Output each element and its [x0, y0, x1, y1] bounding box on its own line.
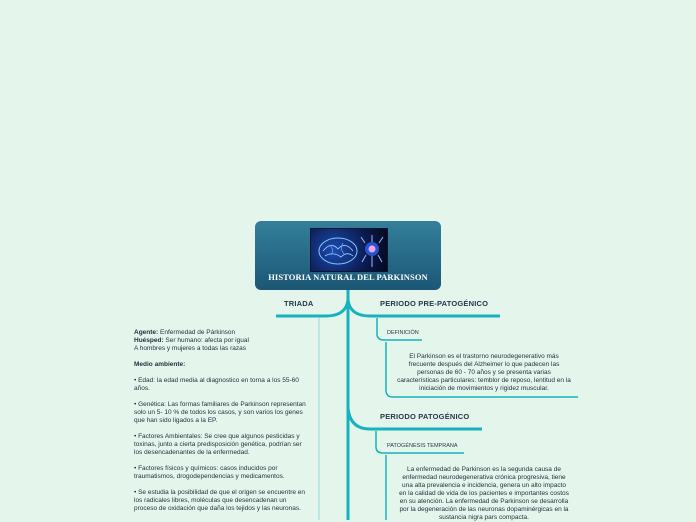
triada-item: • Se estudia la posibilidad de que el origen se encuentre en los radicales libres, moléculas que desencadenan un proceso de oxidación que daña los tejidos y las neuronas.: [134, 489, 306, 512]
triada-title[interactable]: TRIADA: [284, 299, 314, 308]
triada-item: • Factores Ambientales: Se cree que algunos pesticidas y toxinas, junto a cierta predisposición genética, podrían ser los desencadenantes de la enfermedad.: [134, 433, 302, 456]
definicion-label[interactable]: DEFINICIÓN: [387, 330, 419, 336]
triada-agent-host: [134, 329, 310, 353]
brain-icon: [311, 229, 387, 271]
agent-label: Agente:: [134, 329, 159, 336]
host-label: Huésped:: [134, 337, 164, 344]
host-value-2: A hombres y mujeres a todas las razas: [134, 345, 246, 352]
environment-heading: [134, 361, 310, 369]
agent-value: Enfermedad de Párkinson: [158, 329, 236, 336]
pre-patogenico-title[interactable]: PERIODO PRE-PATOGÉNICO: [380, 299, 489, 308]
triada-text-block[interactable]: [134, 329, 310, 513]
root-node[interactable]: [255, 221, 441, 290]
patogenesis-connector: [376, 431, 464, 453]
triada-item: • Factores físicos y químicos: casos inducidos por traumatismos, drogodependencias y medicamentos.: [134, 465, 285, 480]
brain-neuron-image: [310, 228, 388, 272]
triada-item: • Genética: Las formas familiares de Parkinson representan solo un 5- 10 % de todos los casos, y son varios los genes que han sido ligados a la EP.: [134, 401, 306, 424]
root-title: HISTORIA NATURAL DEL PARKINSON: [268, 272, 428, 282]
definicion-text[interactable]: El Parkinson es el trastorno neurodegenerativo más frecuente después del Alzheimer lo que padecen las personas de 60 - 70 años y se presenta varias características particulares: temblor de reposo, lentitud en la iniciación de movimientos y rigidez muscular.: [397, 353, 571, 392]
definicion-connector: [377, 318, 422, 340]
patogenico-title[interactable]: PERIODO PATOGÉNICO: [380, 412, 470, 421]
patogenesis-text[interactable]: La enfermedad de Parkinson es la segunda causa de enfermedad neurodegenerativa crónica progresiva, tiene una alta prevalencia e incidencia, genera un alto impacto en la calidad de vida de los pacientes e importantes costos en su atención. La enfermedad de Parkinson se desarrolla por la degeneración de las neuronas dopaminérgicas en la sustancia nigra pars compacta.: [399, 466, 569, 521]
host-value: Ser humano: afecta por igual: [163, 337, 249, 344]
environment-label: Medio ambiente:: [134, 361, 186, 368]
triada-item: • Edad: la edad media al diagnostico en torna a los 55-60 años.: [134, 377, 299, 392]
patogenesis-label[interactable]: PATOGÉNESIS TEMPRANA: [387, 443, 458, 449]
